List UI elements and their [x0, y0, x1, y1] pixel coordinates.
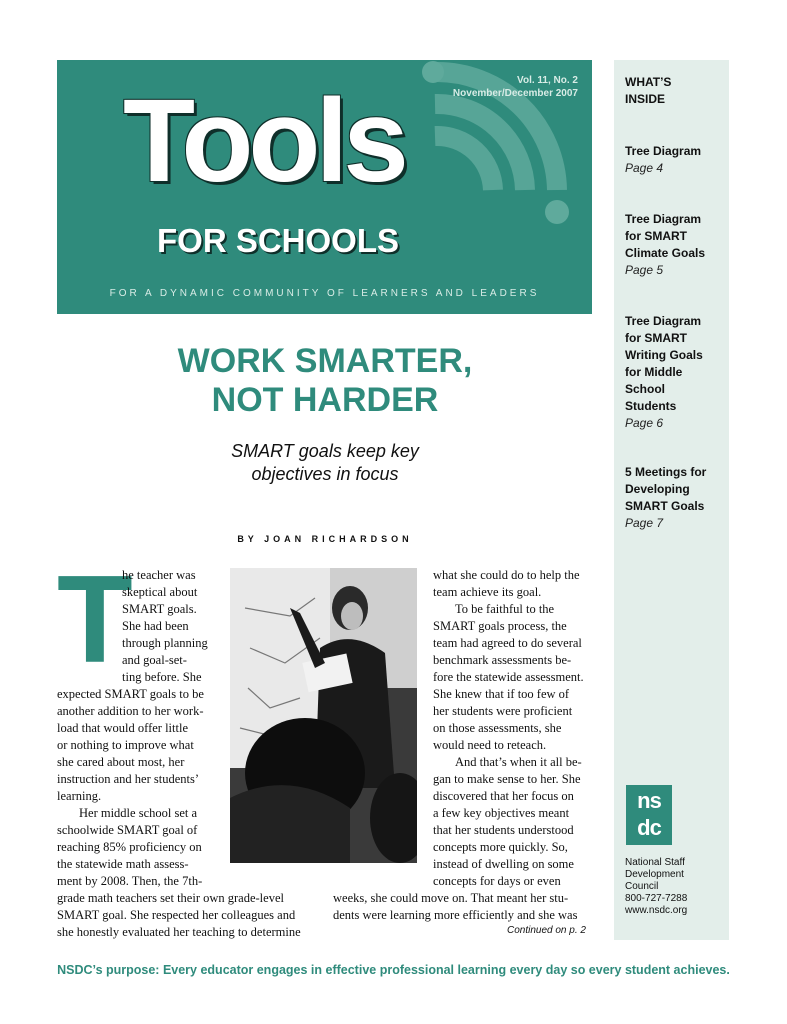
- drop-cap: [57, 551, 133, 689]
- toc-item-tree-diagram[interactable]: [625, 143, 725, 177]
- body-text-line: and goal-set-: [122, 653, 187, 667]
- body-text-line: schoolwide SMART goal of: [57, 823, 198, 837]
- sidebar-heading: [625, 74, 725, 108]
- publication-subtitle: FOR SCHOOLS: [157, 222, 400, 259]
- headline-line: WORK SMARTER,: [177, 342, 473, 380]
- body-text-line: through planning: [122, 636, 208, 650]
- body-text-line: ting before. She: [122, 670, 202, 684]
- sidebar-heading-line: WHAT’S: [625, 75, 672, 89]
- body-text-line: To be faithful to the: [455, 602, 555, 616]
- toc-item-title: for Middle: [625, 365, 683, 379]
- whats-inside-sidebar: [614, 60, 729, 940]
- organization-info: [625, 857, 729, 917]
- body-text-line: another addition to her work-: [57, 704, 204, 718]
- body-text-line: learning.: [57, 789, 102, 803]
- toc-item-title: Tree Diagram: [625, 212, 702, 226]
- nsdc-logo: [626, 785, 672, 845]
- toc-item-title: School: [625, 382, 666, 396]
- headline-line: NOT HARDER: [211, 381, 439, 419]
- toc-item-title: for SMART: [625, 229, 687, 243]
- toc-item-title: Students: [625, 399, 677, 413]
- logo-lettering: [626, 787, 672, 841]
- body-text-line: dents were learning more efficiently and she was: [333, 908, 578, 922]
- body-text-line: would need to reteach.: [433, 738, 547, 752]
- body-text-line: the statewide math assess-: [57, 857, 189, 871]
- body-text-line: instruction and her students’: [57, 772, 199, 786]
- body-text-line: concepts more quickly. So,: [433, 840, 568, 854]
- body-text-line: instead of dwelling on some: [433, 857, 574, 871]
- body-text-line: on those assessments, she: [433, 721, 562, 735]
- article-byline: BY JOAN RICHARDSON: [237, 534, 413, 544]
- toc-item-title: for SMART: [625, 331, 687, 345]
- teacher-at-whiteboard-image: [230, 568, 417, 863]
- body-text-line: discovered that her focus on: [433, 789, 574, 803]
- body-text-line: weeks, she could move on. That meant her stu-: [333, 891, 569, 905]
- issue-info: [453, 74, 578, 100]
- body-text-line: she cared about most, her: [57, 755, 185, 769]
- body-text-line: reaching 85% proficiency on: [57, 840, 202, 854]
- org-phone: 800-727-7288: [625, 893, 688, 904]
- body-text-line: a few key objectives meant: [433, 806, 570, 820]
- body-text-line: load that would offer little: [57, 721, 188, 735]
- subhead-line: SMART goals keep key: [231, 441, 419, 461]
- classroom-photo: [230, 568, 417, 863]
- body-text-line: expected SMART goals to be: [57, 687, 204, 701]
- toc-item-title: Tree Diagram: [625, 144, 702, 158]
- toc-item-writing-goals[interactable]: [625, 313, 725, 432]
- body-text-line: her students were proficient: [433, 704, 573, 718]
- body-text-line: she honestly evaluated her teaching to determine: [57, 925, 301, 939]
- toc-item-title: Developing: [625, 482, 690, 496]
- body-text-line: or nothing to improve what: [57, 738, 194, 752]
- toc-item-page: Page 6: [625, 416, 664, 430]
- article-headline: [100, 342, 550, 420]
- toc-item-title: Writing Goals: [625, 348, 703, 362]
- toc-item-page: Page 7: [625, 516, 664, 530]
- logo-line: dc: [637, 815, 661, 840]
- toc-item-climate-goals[interactable]: [625, 211, 725, 279]
- body-text-line: She knew that if too few of: [433, 687, 570, 701]
- body-text-line: team achieve its goal.: [433, 585, 542, 599]
- subhead-line: objectives in focus: [251, 464, 399, 484]
- sidebar-heading-line: INSIDE: [625, 92, 666, 106]
- org-line: Development: [625, 869, 684, 880]
- org-line: National Staff: [625, 857, 685, 868]
- body-text-line: gan to make sense to her. She: [433, 772, 581, 786]
- body-text-line: ment by 2008. Then, the 7th-: [57, 874, 203, 888]
- article-subhead: [200, 440, 450, 486]
- toc-item-title: 5 Meetings for: [625, 465, 707, 479]
- toc-item-title: Tree Diagram: [625, 314, 702, 328]
- body-text-line: benchmark assessments be-: [433, 653, 572, 667]
- org-line: Council: [625, 881, 659, 892]
- volume-number: Vol. 11, No. 2: [517, 75, 578, 86]
- body-text-line: SMART goals.: [122, 602, 197, 616]
- logo-line: ns: [637, 788, 661, 813]
- toc-item-meetings[interactable]: [625, 464, 725, 532]
- org-website-link[interactable]: www.nsdc.org: [625, 905, 688, 916]
- nsdc-purpose-statement: NSDC’s purpose: Every educator engages in effective professional learning every day so every student achieves.: [57, 963, 730, 977]
- body-text-line: Her middle school set a: [79, 806, 198, 820]
- continued-link[interactable]: Continued on p. 2: [507, 925, 586, 936]
- toc-item-page: Page 5: [625, 263, 664, 277]
- body-text-line: fore the statewide assessment.: [433, 670, 584, 684]
- body-text-line: team had agreed to do several: [433, 636, 582, 650]
- issue-date: November/December 2007: [452, 88, 578, 99]
- body-text-line: what she could do to help the: [433, 568, 580, 582]
- masthead-banner: [57, 60, 592, 314]
- body-text-line: he teacher was: [122, 568, 196, 582]
- body-text-line: concepts for days or even: [433, 874, 561, 888]
- body-text-line: skeptical about: [122, 585, 198, 599]
- body-text-line: that her students understood: [433, 823, 574, 837]
- body-text-line: She had been: [122, 619, 189, 633]
- body-text-line: SMART goal. She respected her colleagues and: [57, 908, 296, 922]
- toc-item-page: Page 4: [625, 161, 664, 175]
- masthead-tagline: FOR A DYNAMIC COMMUNITY OF LEARNERS AND LEADERS: [109, 288, 540, 299]
- body-text-line: grade math teachers set their own grade-level: [57, 891, 284, 905]
- drop-cap-letter: T: [57, 551, 133, 689]
- toc-item-title: Climate Goals: [625, 246, 706, 260]
- toc-item-title: SMART Goals: [625, 499, 705, 513]
- body-text-line: SMART goals process, the: [433, 619, 567, 633]
- publication-title: Tools: [123, 75, 404, 207]
- body-text-line: And that’s when it all be-: [455, 755, 582, 769]
